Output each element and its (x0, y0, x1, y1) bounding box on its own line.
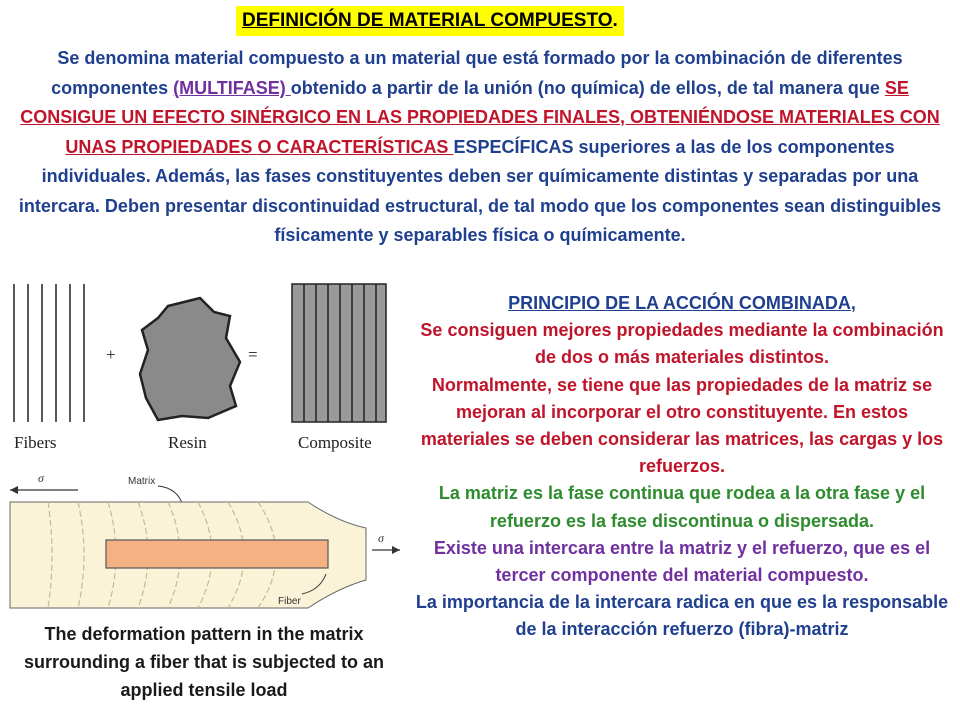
principle-interface: Existe una intercara entre la matriz y el refuerzo, que es el tercer componente del material compuesto. (433, 537, 931, 586)
definition-paragraph (10, 44, 950, 251)
composite-drawing (292, 284, 386, 422)
principle-section (412, 290, 952, 644)
intro-part-1: Se denomina material compuesto a un material que está formado por la combinación de diferentes componentes (51, 48, 903, 98)
principle-phases: La matriz es la fase continua que rodea a la otra fase y el refuerzo es la fase discontinua o dispersada. (438, 483, 926, 531)
fibers-drawing (14, 284, 84, 422)
figure-caption: The deformation pattern in the matrix surrounding a fiber that is subjected to an applied tensile load (23, 624, 385, 700)
intro-part-3: obtenido a partir de la unión (no química) de ellos, de tal manera que (290, 77, 885, 98)
composite-label: Composite (298, 433, 372, 452)
right-stress-arrow (372, 546, 400, 554)
principle-intro: Se consiguen mejores propiedades mediante la combinación de dos o más materiales distintos. (420, 320, 944, 368)
plus-sign: + (106, 345, 116, 364)
resin-blob (140, 298, 240, 420)
equals-sign: = (248, 345, 258, 364)
fiber-label: Fiber (278, 596, 301, 607)
principle-matrix-note: Normalmente, se tiene que las propiedades de la matriz se mejoran al incorporar el otro constituyente. En estos materiales se deben considerar las matrices, las cargas y los refuerzos. (420, 374, 944, 477)
left-stress-arrow (10, 486, 78, 494)
intro-synergy: SE CONSIGUE UN EFECTO SINÉRGICO EN LAS PROPIEDADES FINALES, OBTENIÉNDOSE MATERIALES CON UNAS PROPIEDADES O CARACTERÍSTICAS (20, 77, 940, 157)
principle-heading (412, 290, 952, 317)
title-text: DEFINICIÓN DE MATERIAL COMPUESTO (242, 10, 613, 31)
page-title (236, 6, 624, 36)
matrix-deformation-figure (8, 462, 400, 614)
resin-label: Resin (168, 433, 207, 452)
sigma-right-label: σ (378, 531, 384, 545)
principle-heading-text: PRINCIPIO DE LA ACCIÓN COMBINADA (508, 293, 851, 313)
intro-multifase: (MULTIFASE) (173, 77, 291, 98)
fibers-label: Fibers (14, 433, 57, 452)
principle-heading-comma: , (850, 293, 856, 313)
title-dot: . (612, 10, 618, 31)
intro-part-5: ESPECÍFICAS superiores a las de los componentes individuales. Además, las fases constituyentes deben ser químicamente distintas y separadas por una intercara. Deben presentar discontinuidad estructural, de tal modo que los componentes sean distinguibles físicamente y separables física o químicamente. (18, 136, 942, 245)
matrix-label: Matrix (128, 476, 156, 487)
sigma-left-label: σ (38, 471, 44, 485)
fiber-rod (106, 540, 328, 568)
principle-importance: La importancia de la intercara radica en que es la responsable de la interacción refuerzo (fibra)-matriz (415, 592, 949, 640)
fibers-resin-composite-figure (8, 278, 396, 456)
